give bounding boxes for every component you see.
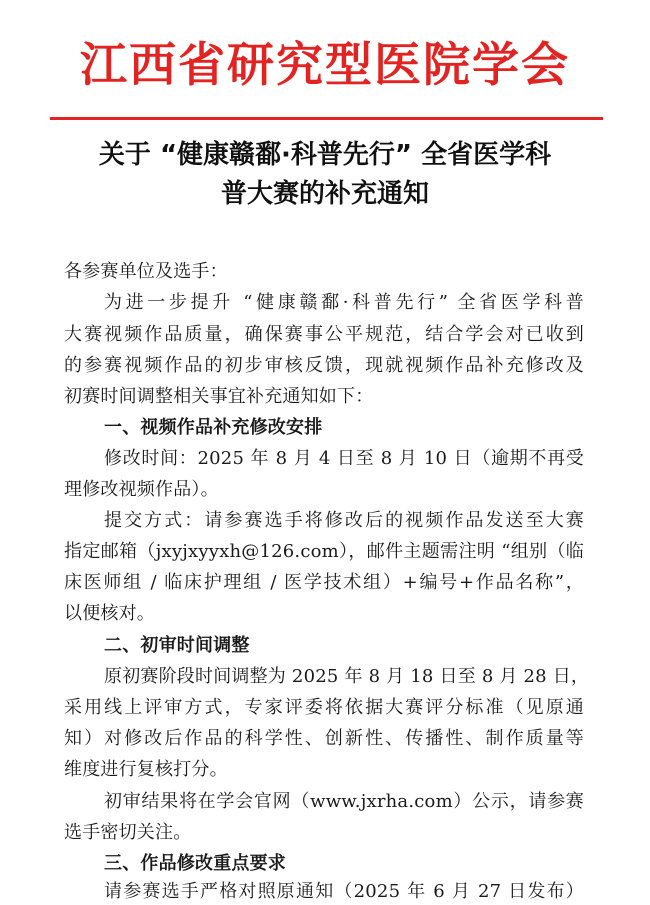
section-3-heading: 三、作品修改重点要求 [104,853,286,874]
result-line: 选手密切关注。 [64,822,192,843]
result-line: 初审结果将在学会官网（www.jxrha.com）公示，请参赛 [104,791,584,812]
schedule-line: 采用线上评审方式，专家评委将依据大赛评分标准（见原通 [64,697,584,718]
intro-line: 的参赛视频作品的初步审核反馈，现就视频作品补充修改及 [64,355,584,376]
notice-title-line-2: 普大赛的补充通知 [220,179,429,209]
submission-method-line: 床医师组 / 临床护理组 / 医学技术组）+编号+作品名称”， [64,572,584,593]
intro-line: 大赛视频作品质量，确保赛事公平规范，结合学会对已收到 [64,324,584,345]
submission-method-line: 以便核对。 [64,603,155,624]
section-2-heading: 二、初审时间调整 [104,635,250,656]
section-1-heading: 一、视频作品补充修改安排 [104,417,323,438]
intro-line: 为进一步提升 “健康赣鄱·科普先行” 全省医学科普 [104,292,584,313]
organization-letterhead: 江西省研究型医院学会 [80,38,570,93]
letterhead-red-rule [50,117,603,120]
salutation: 各参赛单位及选手： [64,261,228,282]
requirements-line: 请参赛选手严格对照原通知（2025 年 6 月 27 日发布） [104,881,584,902]
revision-time-line: 修改时间：2025 年 8 月 4 日至 8 月 10 日（逾期不再受 [104,448,584,469]
submission-method-line: 提交方式：请参赛选手将修改后的视频作品发送至大赛 [104,510,584,531]
submission-method-line: 指定邮箱（jxyjxyyxh@126.com），邮件主题需注明 “组别（临 [64,541,584,562]
schedule-line: 原初赛阶段时间调整为 2025 年 8 月 18 日至 8 月 28 日， [104,666,590,687]
notice-title-line-1: 关于 “健康赣鄱·科普先行” 全省医学科 [98,140,552,170]
revision-time-line: 理修改视频作品）。 [64,479,219,500]
intro-line: 初赛时间调整相关事宜补充通知如下： [64,386,374,407]
schedule-line: 知）对修改后作品的科学性、创新性、传播性、制作质量等 [64,728,584,749]
schedule-line: 维度进行复核打分。 [64,759,228,780]
